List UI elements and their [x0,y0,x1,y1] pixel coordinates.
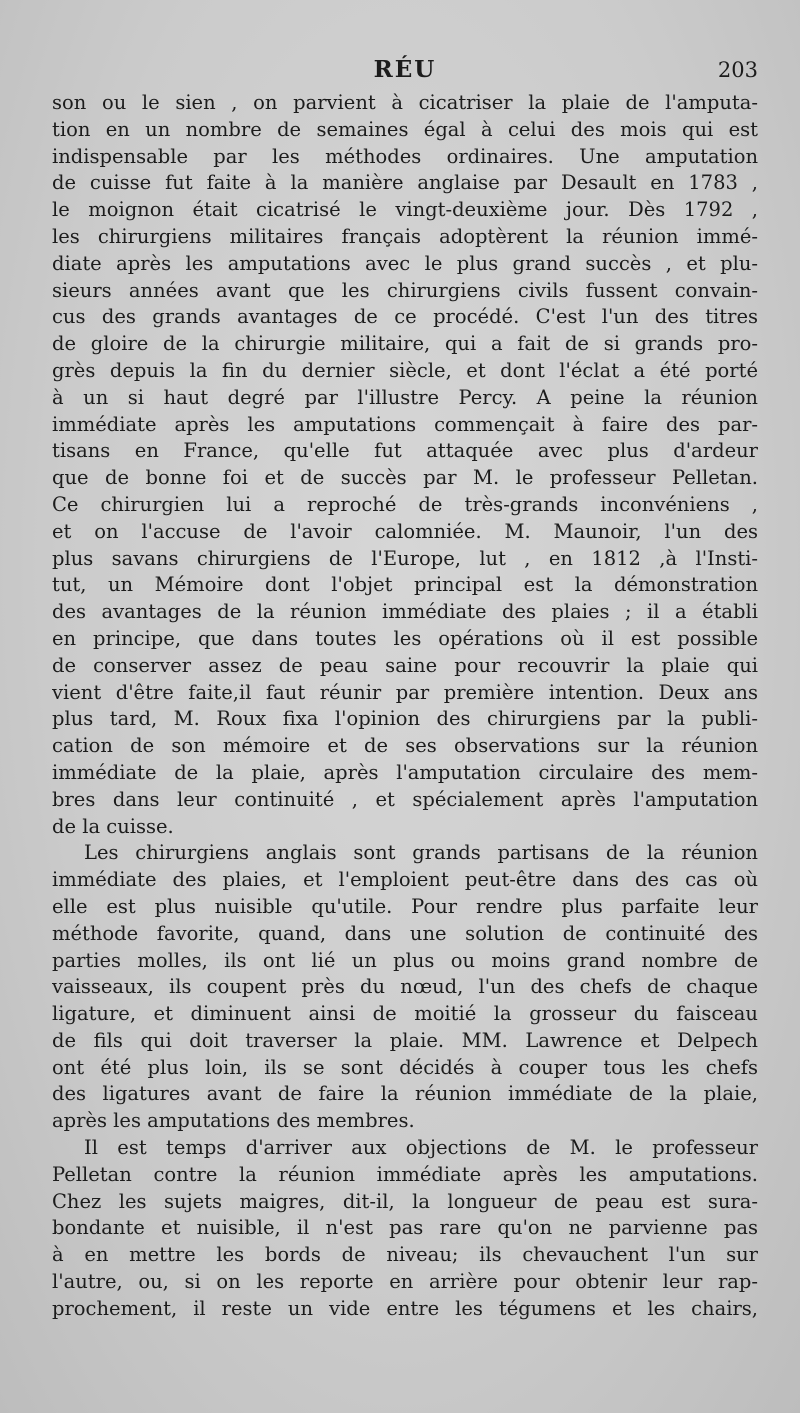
text-line: que de bonne foi et de succès par M. le professeur Pelletan. [52,466,758,490]
paragraph-first-line: Les chirurgiens anglais sont grands partisans de la réunion [84,841,758,865]
text-line: en principe, que dans toutes les opérations où il est possible [52,626,758,650]
text-line: ligature, et diminuent ainsi de moitié la grosseur du faisceau [52,1002,758,1026]
text-line: les chirurgiens militaires français adoptèrent la réunion immé- [52,224,758,248]
text-line: méthode favorite, quand, dans une solution de continuité des [52,921,758,945]
text-line: de conserver assez de peau saine pour recouvrir la plaie qui [52,653,758,677]
text-line: des avantages de la réunion immédiate des plaies ; il a établi [52,600,758,624]
text-line: de fils qui doit traverser la plaie. MM. Lawrence et Delpech [52,1028,758,1052]
running-head: RÉU [373,56,437,83]
text-line: diate après les amputations avec le plus grand succès , et plu- [52,251,758,275]
page-header [52,56,758,90]
text-line: ont été plus loin, ils se sont décidés à couper tous les chefs [52,1055,758,1079]
text-line: sieurs années avant que les chirurgiens civils fussent convain- [52,278,758,302]
text-line: indispensable par les méthodes ordinaires. Une amputation [52,144,758,168]
text-line: l'autre, ou, si on les reporte en arrière pour obtenir leur rap- [52,1270,758,1294]
text-line: vient d'être faite,il faut réunir par première intention. Deux ans [52,680,758,704]
text-line: de gloire de la chirurgie militaire, qui a fait de si grands pro- [52,332,758,356]
text-line: à un si haut degré par l'illustre Percy. A peine la réunion [52,385,758,409]
text-line: bondante et nuisible, il n'est pas rare qu'on ne parvienne pas [52,1216,758,1240]
text-line: à en mettre les bords de niveau; ils chevauchent l'un sur [52,1243,758,1267]
text-line: Ce chirurgien lui a reproché de très-grands inconvéniens , [52,492,758,516]
text-line: cus des grands avantages de ce procédé. C'est l'un des titres [52,305,758,329]
text-line: plus tard, M. Roux fixa l'opinion des chirurgiens par la publi- [52,707,758,731]
text-line: de cuisse fut faite à la manière anglaise par Desault en 1783 , [52,171,758,195]
text-line: immédiate de la plaie, après l'amputation circulaire des mem- [52,760,758,784]
text-line: immédiate des plaies, et l'emploient peut-être dans des cas où [52,868,758,892]
text-line: Chez les sujets maigres, dit-il, la longueur de peau est sura- [52,1189,758,1213]
body-text [52,90,758,1323]
text-line: grès depuis la fin du dernier siècle, et dont l'éclat a été porté [52,358,758,382]
text-line: le moignon était cicatrisé le vingt-deuxième jour. Dès 1792 , [52,198,758,222]
text-line: cation de son mémoire et de ses observations sur la réunion [52,734,758,758]
text-line: et on l'accuse de l'avoir calomniée. M. Maunoir, l'un des [52,519,758,543]
text-line: tisans en France, qu'elle fut attaquée avec plus d'ardeur [52,439,758,463]
text-line: tut, un Mémoire dont l'objet principal est la démonstration [52,573,758,597]
text-line: prochement, il reste un vide entre les tégumens et les chairs, [52,1296,758,1320]
text-line: plus savans chirurgiens de l'Europe, lut , en 1812 ,à l'Insti- [52,546,758,570]
text-line: après les amputations des membres. [52,1109,415,1133]
text-line: immédiate après les amputations commençait à faire des par- [52,412,758,436]
page-number: 203 [717,58,758,82]
text-line: vaisseaux, ils coupent près du nœud, l'un des chefs de chaque [52,975,758,999]
text-line: tion en un nombre de semaines égal à celui des mois qui est [52,117,758,141]
text-line: elle est plus nuisible qu'utile. Pour rendre plus parfaite leur [52,894,758,918]
text-line: Pelletan contre la réunion immédiate après les amputations. [52,1162,758,1186]
paragraph-first-line: Il est temps d'arriver aux objections de M. le professeur [84,1136,758,1160]
text-line: parties molles, ils ont lié un plus ou moins grand nombre de [52,948,758,972]
text-line: des ligatures avant de faire la réunion immédiate de la plaie, [52,1082,758,1106]
text-line: bres dans leur continuité , et spécialement après l'amputation [52,787,758,811]
text-line: de la cuisse. [52,814,174,838]
text-line: son ou le sien , on parvient à cicatriser la plaie de l'amputa- [52,91,758,114]
